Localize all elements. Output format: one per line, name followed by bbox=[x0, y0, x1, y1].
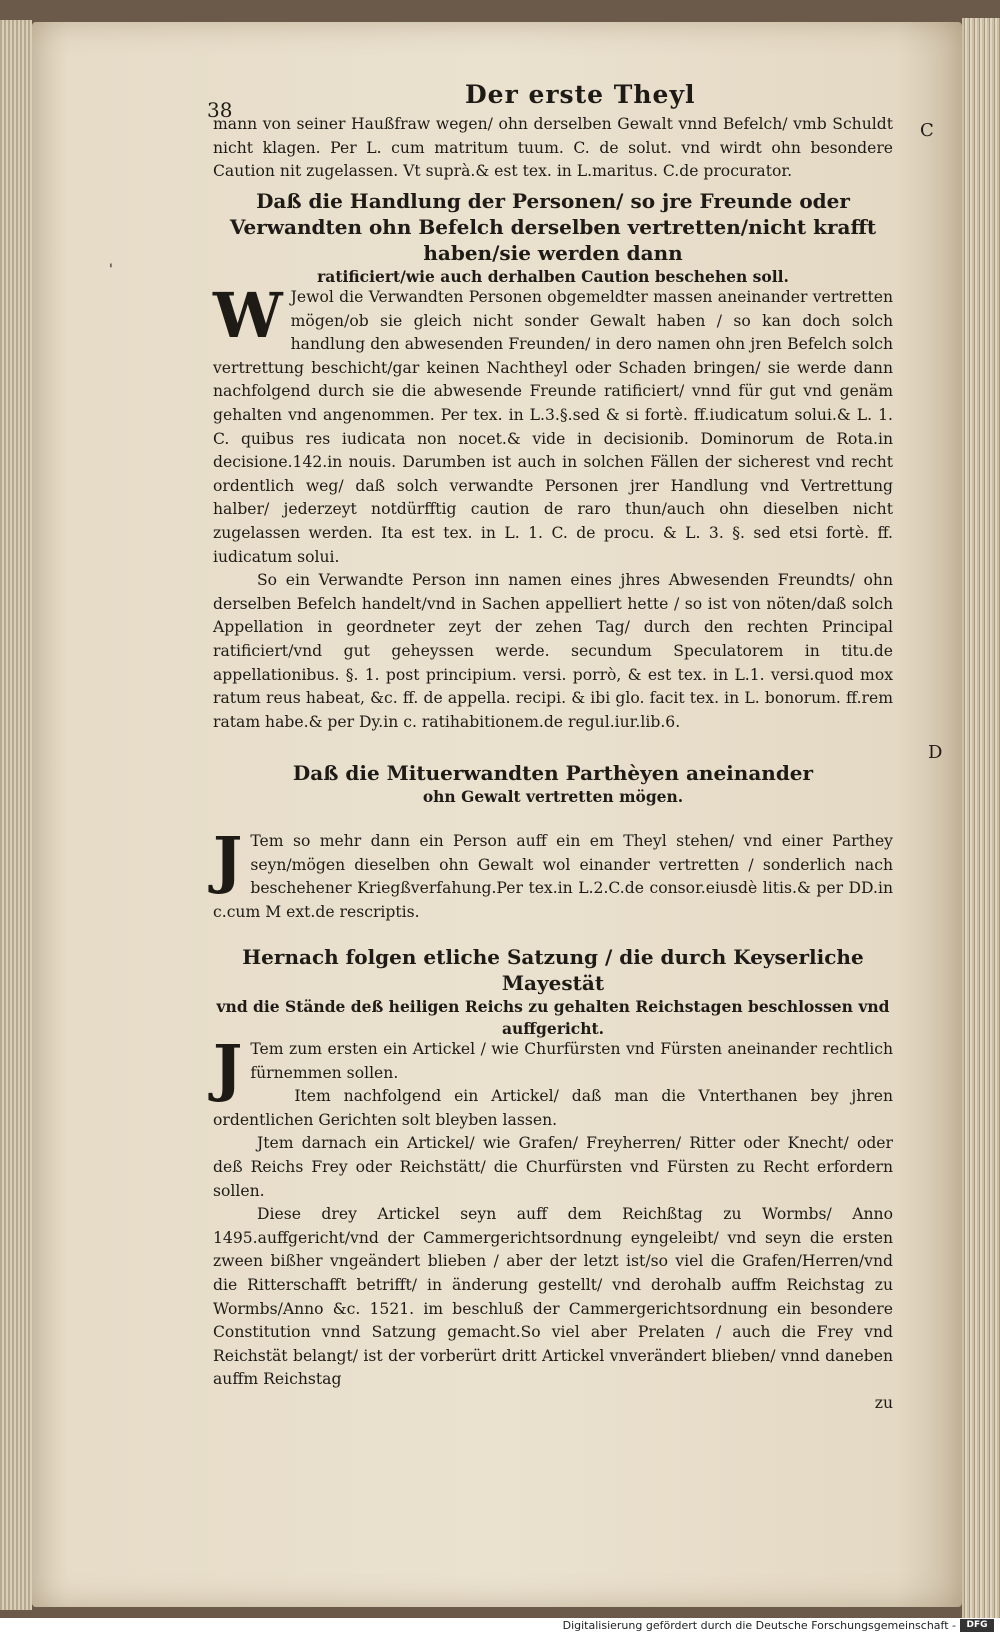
section-1-heading-line-1: Daß die Handlung der Personen/ so jre Freunde oder Verwandten ohn Befelch derselben vertretten/nicht krafft haben/sie werden dann bbox=[229, 189, 877, 265]
section-2-heading-line-1: Daß die Mituerwandten Parthèyen aneinander bbox=[292, 761, 814, 785]
section-2-heading bbox=[213, 760, 893, 808]
digitization-credit: Digitalisierung gefördert durch die Deutsche Forschungsgemeinschaft - bbox=[562, 1619, 956, 1632]
running-title: Der erste Theyl bbox=[465, 80, 696, 109]
book-page-edges-left bbox=[0, 20, 32, 1610]
margin-mark-d: D bbox=[928, 742, 943, 763]
opening-text-block bbox=[213, 113, 893, 184]
section-3-paragraph-4: Diese drey Artickel seyn auff dem Reichßtag zu Wormbs/ Anno 1495.auffgericht/vnd der Cammergerichtsordnung eyngeleibt/ vnd seyn die ersten zween bißher vngeändert blieben / aber der letzt ist/so viel die Grafen/Herren/vnd die Ritterschafft betrifft/ in änderung gestellt/ vnd derohalb auffm Reichstag zu Wormbs/Anno &c. 1521. im beschluß der Cammergerichtsordnung ein besondere Constitution vnnd Satzung gemacht.So viel aber Prelaten / auch die Frey vnd Reichstät belangt/ ist der vorberürt dritt Artickel vnverändert blieben/ vnnd daneben auffm Reichstag bbox=[213, 1205, 893, 1389]
section-3-paragraph-1-text: Tem zum ersten ein Artickel / wie Churfürsten vnd Fürsten aneinander rechtlich fürnemmen sollen. bbox=[250, 1040, 893, 1082]
catchword: zu bbox=[874, 1393, 893, 1412]
section-1-heading-line-2: ratificiert/wie auch derhalben Caution beschehen soll. bbox=[317, 267, 789, 286]
section-3-heading-line-1: Hernach folgen etliche Satzung / die durch Keyserliche Mayestät bbox=[242, 945, 864, 995]
section-1-body bbox=[213, 279, 893, 734]
opening-paragraph: mann von seiner Haußfraw wegen/ ohn derselben Gewalt vnnd Befelch/ vmb Schuldt nicht klagen. Per L. cum matritum tuum. C. de solut. vnd wirdt ohn besondere Caution nit zugelassen. Vt suprà.& est tex. in L.maritus. C.de procurator. bbox=[213, 115, 893, 181]
section-1-paragraph-2: So ein Verwandte Person inn namen eines jhres Abwesenden Freundts/ ohn derselben Befelch handelt/vnd in Sachen appelliert hette / so ist von nöten/daß solch Appellation in geordneter zeyt der zehen Tag/ durch den rechten Principal ratificiert/vnd gut geheyssen werde. secundum Speculatorem in titu.de appellationibus. §. 1. post principium. versi. porrò, & est tex. in L.1. versi.quod mox ratum reus habeat, &c. ff. de appella. recipi. & ibi glo. facit tex. in L. bonorum. ff.rem ratam habe.& per Dy.in c. ratihabitionem.de regul.iur.lib.6. bbox=[213, 571, 893, 731]
margin-mark-c: C bbox=[920, 120, 934, 141]
section-2-dropcap: J bbox=[213, 823, 243, 896]
section-2-heading-line-2: ohn Gewalt vertretten mögen. bbox=[422, 787, 684, 806]
section-1-paragraph-1-text: Jewol die Verwandten Personen obgemeldter massen aneinander vertretten mögen/ob sie gleich nicht sonder Gewalt haben / so kan doch solch handlung den abwesenden Freunden/ in dero namen ohn jren Befelch solch vertrettung beschicht/gar keinen Nachtheyl oder Schaden bringen/ sie werde dann nachfolgend durch sie die abwesende Freunde ratificiert/ vnnd für gut vnd genäm gehalten vnd angenommen. Per tex. in L.3.§.sed & si fortè. ff.iudicatum solui.& L. 1. C. quibus res iudicata non nocet.& vide in decisionib. Dominorum de Rota.in decisione.142.in nouis. Darumben ist auch in solchen Fällen der sicherest vnd recht ordentlich weg/ daß solch verwandte Personen jrer Handlung vnd Vertrettung halber/ jederzeyt notdürfftig caution de raro thun/auch ohn dieselben nicht zugelassen werden. Ita est tex. in L. 1. C. de procu. & L. 3. §. sed etsi fortè. ff. iudicatum solui. bbox=[213, 288, 893, 566]
section-1-dropcap: W bbox=[213, 279, 283, 352]
margin-tick-mark: ' bbox=[109, 262, 113, 278]
section-1-paragraph-1 bbox=[213, 279, 893, 569]
page-number: 38 bbox=[207, 98, 233, 122]
section-3-paragraph-3: Jtem darnach ein Artickel/ wie Grafen/ Freyherren/ Ritter oder Knecht/ oder deß Reichs Frey oder Reichstätt/ die Churfürsten vnd Fürsten zu Recht erfordern sollen. bbox=[213, 1134, 893, 1200]
section-3-body bbox=[213, 1031, 893, 1416]
section-1-heading bbox=[213, 188, 893, 288]
section-3-heading bbox=[213, 944, 893, 1040]
section-3-heading-line-2: vnd die Stände deß heiligen Reichs zu gehalten Reichstagen beschlossen vnd auffgericht. bbox=[216, 997, 890, 1038]
section-2-body bbox=[213, 823, 893, 924]
book-page-edges-right bbox=[962, 18, 1000, 1618]
section-3-paragraph-2: Item nachfolgend ein Artickel/ daß man die Vnterthanen bey jhren ordentlichen Gerichten solt bleyben lassen. bbox=[213, 1087, 893, 1129]
section-2-paragraph-1 bbox=[213, 823, 893, 924]
section-3-paragraph-1 bbox=[213, 1031, 893, 1104]
dfg-logo: DFG bbox=[960, 1619, 994, 1632]
section-2-paragraph-1-text: Tem so mehr dann ein Person auff ein em Theyl stehen/ vnd einer Parthey seyn/mögen dieselben ohn Gewalt wol einander vertretten / sonderlich nach beschehener Kriegßverfahung.Per tex.in L.2.C.de consor.eiusdè litis.& per DD.in c.cum M ext.de rescriptis. bbox=[213, 832, 893, 921]
section-3-dropcap: J bbox=[213, 1031, 243, 1104]
